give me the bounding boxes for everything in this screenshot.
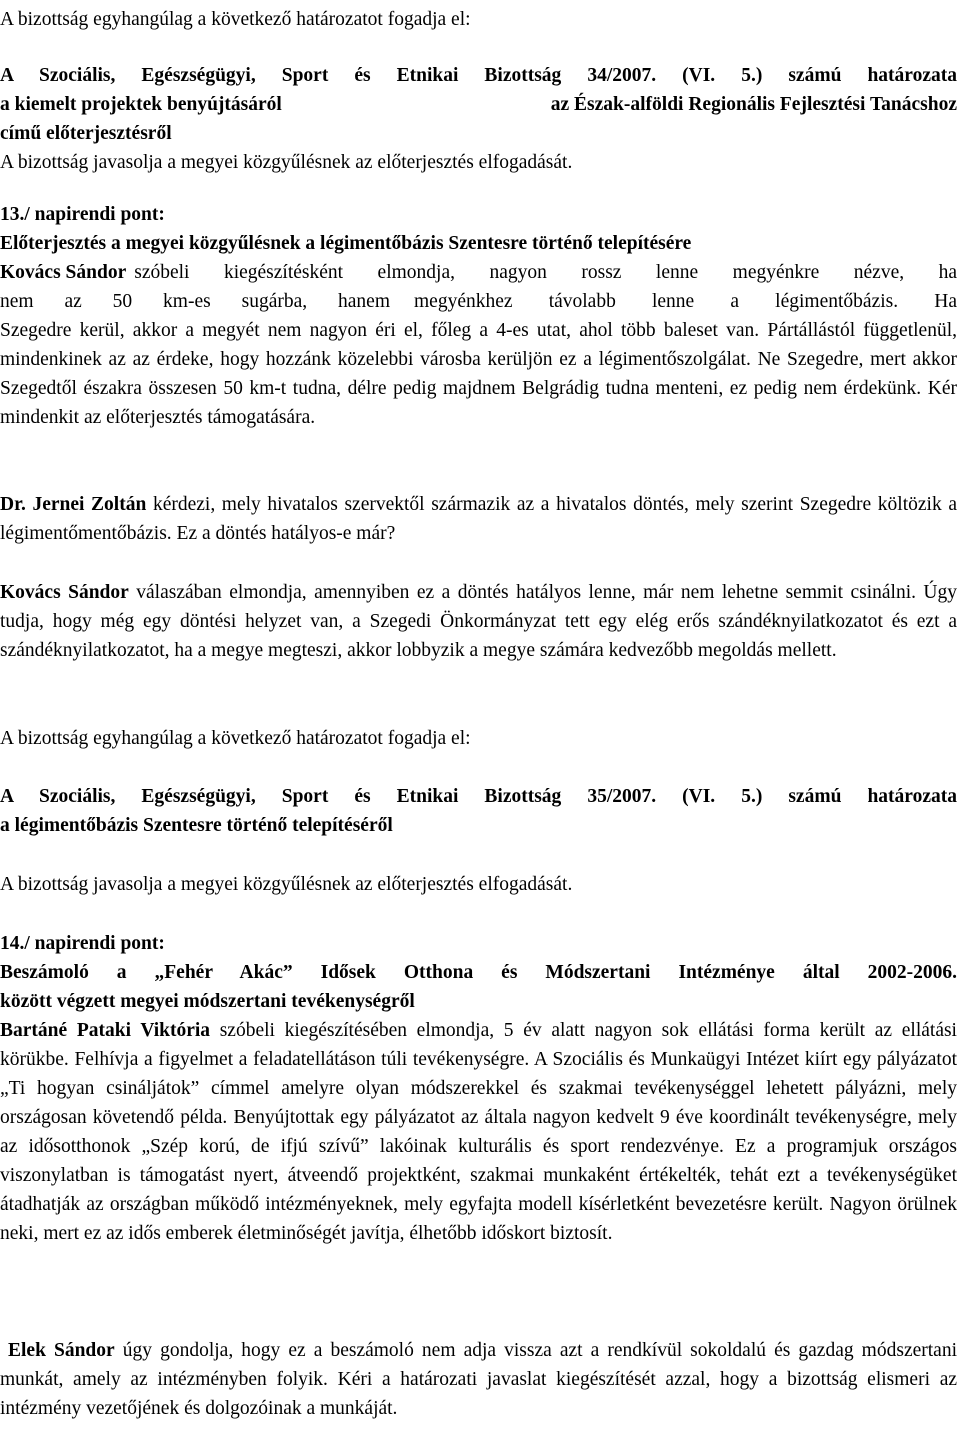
resolution-35-head: A Szociális, Egészségügyi, Sport és Etnikai Bizottság 35/2007. (VI. 5.) számú határozata [0, 786, 957, 807]
item-13-p1-line1 [0, 258, 957, 287]
resolution-34-head: A Szociális, Egészségügyi, Sport és Etnikai Bizottság 34/2007. (VI. 5.) számú határozata [0, 65, 957, 86]
item-14-p1-text: szóbeli kiegészítésében elmondja, 5 év alatt nagyon sok ellátási forma került az ellátási körükbe. Felhívja a figyelmet a feladatellátáson túli tevékenységre. A Szociális és Munkaügyi Intézet kiírt egy pályázatot „Ti hogyan csináljátok” címmel amelyre olyan módszerekkel és szakmai tevékenységgel lehetett pályázni, mely országosan követendő példa. Benyújtottak egy pályázatot az általa nagyon kedvelt 9 éve koordinált tevékenységre, mely az idősotthonok „Szép korú, de ifjú szívű” lakóinak kulturális és sport rendezvénye. Ez a programjuk országos viszonylatban is támogatást nyert, átveendő projektként, szakmai munkaként értékelték, tehát ezt a tevékenységüket átadhatják az országban működő intézményeknek, mely egyfajta modell kísérletként bevezetésre került. Nagyon örülnek neki, mert ez az idős emberek életminőségét javítja, élhetőbb időskort biztosít. [0, 1020, 957, 1244]
resolution-34 [0, 61, 957, 177]
item-13-p1-text-b: megyénkhez távolabb lenne a légimentőbázis. Ha [414, 291, 957, 312]
resolution-34-title-b: az Észak-alföldi Regionális Fejlesztési Tanácshoz [550, 94, 957, 115]
speaker-name: Dr. Jernei Zoltán [0, 494, 147, 515]
item-14-title-line2: között végzett megyei módszertani tevékenységről [0, 991, 415, 1012]
item-13-p2-text: kérdezi, mely hivatalos szervektől származik az a hivatalos döntés, mely szerint Szegedre költözik a légimentőmentőbázis. Ez a döntés hatályos-e már? [0, 494, 957, 544]
resolution-34-title-a: a kiemelt projektek benyújtásáról [0, 94, 282, 115]
item-13-heading: 13./ napirendi pont: [0, 204, 165, 225]
item-13-p1-line2 [0, 287, 957, 316]
item-14-p2-text: úgy gondolja, hogy ez a beszámoló nem adja vissza azt a rendkívül sokoldalú és gazdag módszertani munkát, amely az intézményben folyik. Kéri a határozati javaslat kiegészítését azzal, hogy a bizottság elismeri az intézmény vezetőjének és dolgozóinak a munkáját. [0, 1340, 957, 1419]
item-13-vote: A bizottság egyhangúlag a következő határozatot fogadja el: [0, 728, 471, 749]
resolution-35 [0, 782, 957, 840]
speaker-name: Kovács Sándor [0, 582, 129, 603]
item-13-title: Előterjesztés a megyei közgyűlésnek a légimentőbázis Szentesre történő telepítésére [0, 233, 692, 254]
resolution-34-proposal: A bizottság javasolja a megyei közgyűlésnek az előterjesztés elfogadását. [0, 152, 573, 173]
item-13-paragraph-3 [0, 578, 957, 665]
vote-text: A bizottság egyhangúlag a következő határozatot fogadja el: [0, 9, 471, 30]
item-13-paragraph-2 [0, 490, 957, 548]
resolution-34-title-line [0, 90, 957, 119]
resolution-34-title-end: című előterjesztésről [0, 123, 172, 144]
item-14-title [0, 958, 957, 1016]
item-14-heading: 14./ napirendi pont: [0, 933, 165, 954]
item-13-p1-text-a: nem az 50 km-es sugárba, hanem [0, 291, 390, 312]
speaker-name: Kovács Sándor [0, 262, 127, 283]
item-13-proposal: A bizottság javasolja a megyei közgyűlésnek az előterjesztés elfogadását. [0, 874, 573, 895]
item-14-paragraph-2 [0, 1336, 957, 1423]
speaker-name: Bartáné Pataki Viktória [0, 1020, 211, 1041]
speaker-name: Elek Sándor [8, 1340, 115, 1361]
item-13-p3-text: válaszában elmondja, amennyiben ez a döntés hatályos lenne, már nem lehetne semmit csinálni. Úgy tudja, hogy még egy döntési helyzet van, a Szegedi Önkormányzat tett egy elég erős szándéknyilatkozatot és ezt a szándéknyilatkozatot, ha a megye megteszi, akkor lobbyzik a megye számára kedvezőbb megoldás mellett. [0, 582, 958, 661]
resolution-35-title: a légimentőbázis Szentesre történő telepítéséről [0, 815, 393, 836]
item-14-title-line1: Beszámoló a „Fehér Akác” Idősek Otthona és Módszertani Intézménye által 2002-2006. [0, 962, 957, 983]
item-13-p1-rest: Szegedre kerül, akkor a megyét nem nagyon éri el, főleg a 4-es utat, ahol több baleset van. Pártállástól függetlenül, mindenkinek az az érdeke, hogy hozzánk közelebbi városba kerüljön ez a légimentőszolgálat. Ne Szegedre, mert akkor Szegedtől északra összesen 50 km-t tudna, délre pedig majdnem Belgrádig tudna menteni, ez pedig nem érdekünk. Kér mindenkit az előterjesztés támogatására. [0, 320, 957, 428]
item-13-p1-text: szóbeli kiegészítésként elmondja, nagyon rossz lenne megyénkre nézve, ha [134, 262, 957, 283]
item-13-paragraph-1 [0, 258, 957, 432]
item-14-paragraph-1 [0, 1016, 957, 1248]
